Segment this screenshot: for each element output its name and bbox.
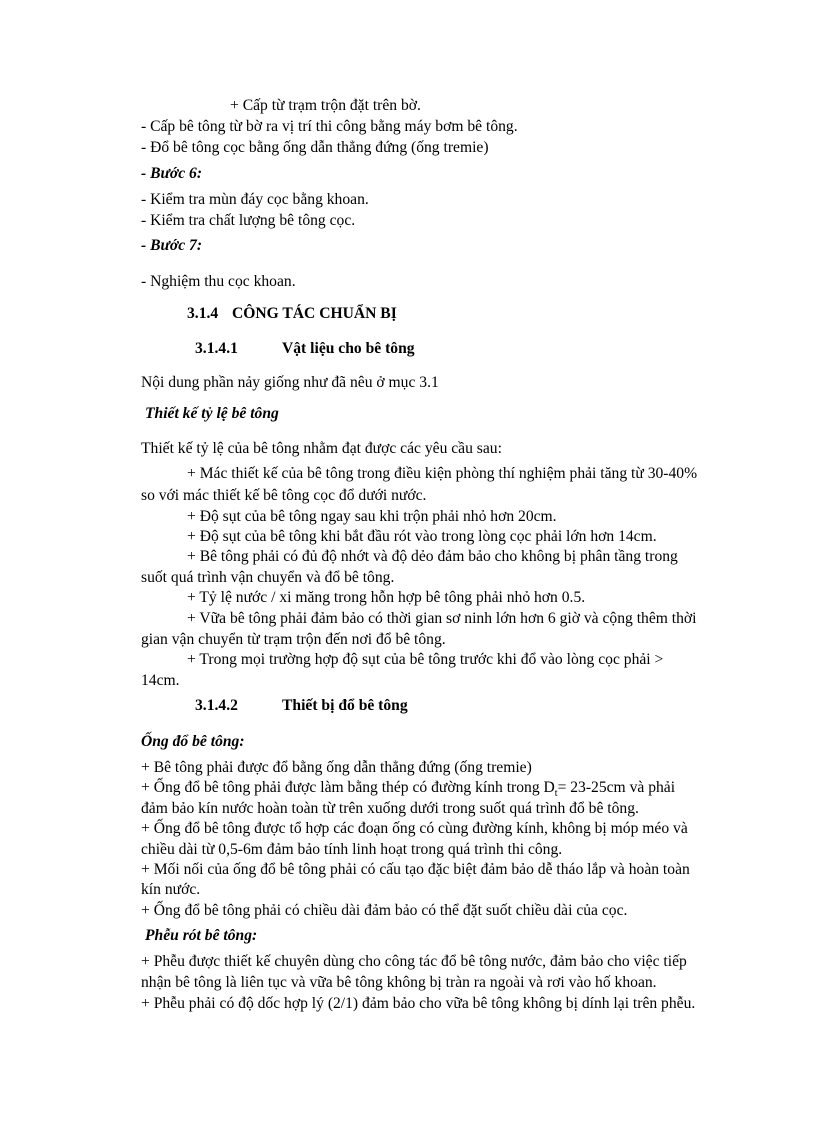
text-fragment: + Ống đổ bê tông phải được làm bằng thép có đường kính trong D (141, 779, 555, 796)
section-title-3142: Thiết bị đổ bê tông (282, 697, 408, 714)
section-number-314: 3.1.4 (187, 305, 219, 322)
text-fragment: = 23-25cm và phải (557, 779, 676, 796)
text-line: + Cấp từ trạm trộn đặt trên bờ. (230, 97, 421, 114)
step-6-heading: - Bước 6: (141, 165, 203, 182)
text-line: kín nước. (141, 881, 201, 898)
text-line: + Bê tông phải có đủ độ nhớt và độ dẻo đảm bảo cho không bị phân tầng trong (187, 548, 678, 565)
text-line: + Độ sụt của bê tông khi bắt đầu rót vào trong lòng cọc phải lớn hơn 14cm. (187, 528, 657, 545)
text-line: + Trong mọi trường hợp độ sụt của bê tông trước khi đổ vào lòng cọc phải > (187, 651, 664, 668)
text-line: gian vận chuyển từ trạm trộn đến nơi đổ bê tông. (141, 631, 446, 648)
section-title-314: CÔNG TÁC CHUẨN BỊ (232, 305, 397, 322)
text-line: + Vữa bê tông phải đảm bảo có thời gian sơ ninh lớn hơn 6 giờ và cộng thêm thời (187, 610, 697, 627)
section-number-3141: 3.1.4.1 (195, 340, 238, 357)
text-line: - Đổ bê tông cọc bằng ống dẫn thẳng đứng (ống tremie) (141, 139, 489, 156)
text-line: - Cấp bê tông từ bờ ra vị trí thi công bằng máy bơm bê tông. (141, 118, 518, 135)
text-line: + Bê tông phải được đổ bằng ống dẫn thẳng đứng (ống tremie) (141, 759, 532, 776)
subscript: t (554, 788, 558, 800)
text-line: + Ống đổ bê tông phải có chiều dài đảm bảo có thể đặt suốt chiều dài của cọc. (141, 902, 628, 919)
text-line: + Độ sụt của bê tông ngay sau khi trộn phải nhỏ hơn 20cm. (187, 508, 557, 525)
text-line: + Tỷ lệ nước / xi măng trong hỗn hợp bê tông phải nhỏ hơn 0.5. (187, 589, 586, 606)
text-line: + Mối nối của ống đổ bê tông phải có cấu tạo đặc biệt đảm bảo dễ tháo lắp và hoàn toàn (141, 861, 690, 878)
text-line: - Kiểm tra mùn đáy cọc bằng khoan. (141, 191, 369, 208)
subsection-heading: Thiết kế tỷ lệ bê tông (145, 405, 279, 422)
subsection-heading: Phễu rót bê tông: (145, 927, 258, 944)
text-line: suốt quá trình vận chuyển và đổ bê tông. (141, 569, 395, 586)
text-line: + Mác thiết kế của bê tông trong điều kiện phòng thí nghiệm phải tăng từ 30-40% (187, 465, 698, 482)
text-line: + Ống đổ bê tông được tổ hợp các đoạn ống có cùng đường kính, không bị móp méo và (141, 820, 688, 837)
text-line: chiều dài từ 0,5-6m đảm bảo tính linh hoạt trong quá trình thi công. (141, 841, 563, 858)
section-number-3142: 3.1.4.2 (195, 697, 238, 714)
text-line: nhận bê tông là liên tục và vữa bê tông không bị tràn ra ngoài và rơi vào hố khoan. (141, 974, 657, 991)
section-title-3141: Vật liệu cho bê tông (282, 340, 415, 357)
text-line: đảm bảo kín nước hoàn toàn từ trên xuống dưới trong suốt quá trình đổ bê tông. (141, 800, 639, 817)
text-line: - Kiểm tra chất lượng bê tông cọc. (141, 212, 356, 229)
text-line: 14cm. (141, 672, 180, 689)
text-line: so với mác thiết kế bê tông cọc đổ dưới nước. (141, 487, 427, 504)
text-line: + Phễu được thiết kế chuyên dùng cho công tác đổ bê tông nước, đảm bảo cho việc tiếp (141, 953, 687, 970)
step-7-heading: - Bước 7: (141, 237, 203, 254)
text-line: - Nghiệm thu cọc khoan. (141, 273, 296, 290)
subsection-heading: Ống đổ bê tông: (141, 733, 245, 750)
text-line-formula (141, 778, 675, 798)
text-line: Thiết kế tỷ lệ của bê tông nhằm đạt được các yêu cầu sau: (141, 440, 502, 457)
text-line: + Phễu phải có độ dốc hợp lý (2/1) đảm bảo cho vữa bê tông không bị dính lại trên phễu. (141, 995, 696, 1012)
text-line: Nội dung phần nảy giống như đã nêu ở mục 3.1 (141, 374, 439, 391)
